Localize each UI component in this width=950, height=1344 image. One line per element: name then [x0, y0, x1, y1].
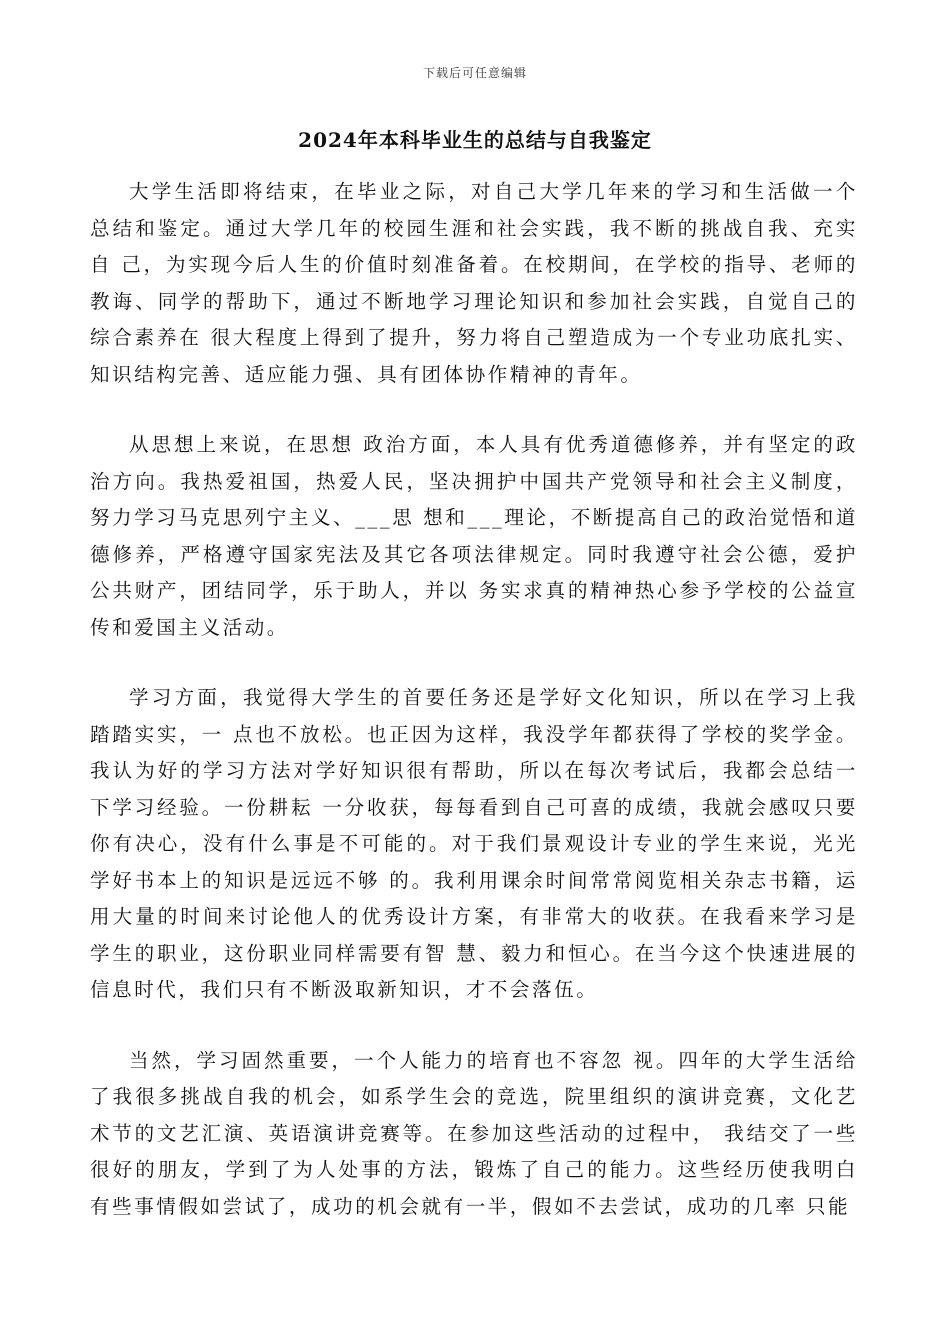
paragraph: 学习方面，我觉得大学生的首要任务还是学好文化知识，所以在学习上我踏踏实实，一 点也不放松。也正因为这样，我没学年都获得了学校的奖学金。我认为好的学习方法对学好知识很有帮助，所以在每次考试后，我都会总结一下学习经验。一份耕耘 一分收获，每每看到自己可喜的成绩，我就会感叹只要你有决心，没有什么事是不可能的。对于我们景观设计专业的学生来说，光光学好书本上的知识是远远不够 的。我利用课余时间常常阅览相关杂志书籍，运用大量的时间来讨论他人的优秀设计方案，有非常大的收获。在我看来学习是学生的职业，这份职业同样需要有智 慧、毅力和恒心。在当今这个快速进展的信息时代，我们只有不断汲取新知识，才不会落伍。: [90, 686, 858, 1001]
header-note: 下载后可任意编辑: [422, 66, 527, 80]
paragraph: 大学生活即将结束，在毕业之际，对自己大学几年来的学习和生活做一个总结和鉴定。通过大学几年的校园生涯和社会实践，我不断的挑战自我、充实自 己，为实现今后人生的价值时刻准备着。在校期间，在学校的指导、老师的教诲、同学的帮助下，通过不断地学习理论知识和参加社会实践，自觉自己的综合素养在 很大程度上得到了提升，努力将自己塑造成为一个专业功底扎实、知识结构完善、适应能力强、具有团体协作精神的青年。: [90, 180, 858, 386]
paragraph: 从思想上来说，在思想 政治方面，本人具有优秀道德修养，并有坚定的政治方向。我热爱祖国，热爱人民，坚决拥护中国共产党领导和社会主义制度，努力学习马克思列宁主义、___思 想和___理论，不断提高自己的政治觉悟和道德修养，严格遵守国家宪法及其它各项法律规定。同时我遵守社会公德，爱护公共财产，团结同学，乐于助人，并以 务实求真的精神热心参予学校的公益宣传和爱国主义活动。: [90, 433, 858, 639]
document-title: 2024年本科毕业生的总结与自我鉴定: [298, 128, 652, 152]
document-body: [90, 174, 858, 1259]
paragraph: 当然，学习固然重要，一个人能力的培育也不容忽 视。四年的大学生活给了我很多挑战自我的机会，如系学生会的竞选，院里组织的演讲竞赛，文化艺术节的文艺汇演、英语演讲竞赛等。在参加这些活动的过程中， 我结交了一些很好的朋友，学到了为人处事的方法，锻炼了自己的能力。这些经历使我明白有些事情假如尝试了，成功的机会就有一半，假如不去尝试，成功的几率 只能: [90, 1048, 858, 1218]
